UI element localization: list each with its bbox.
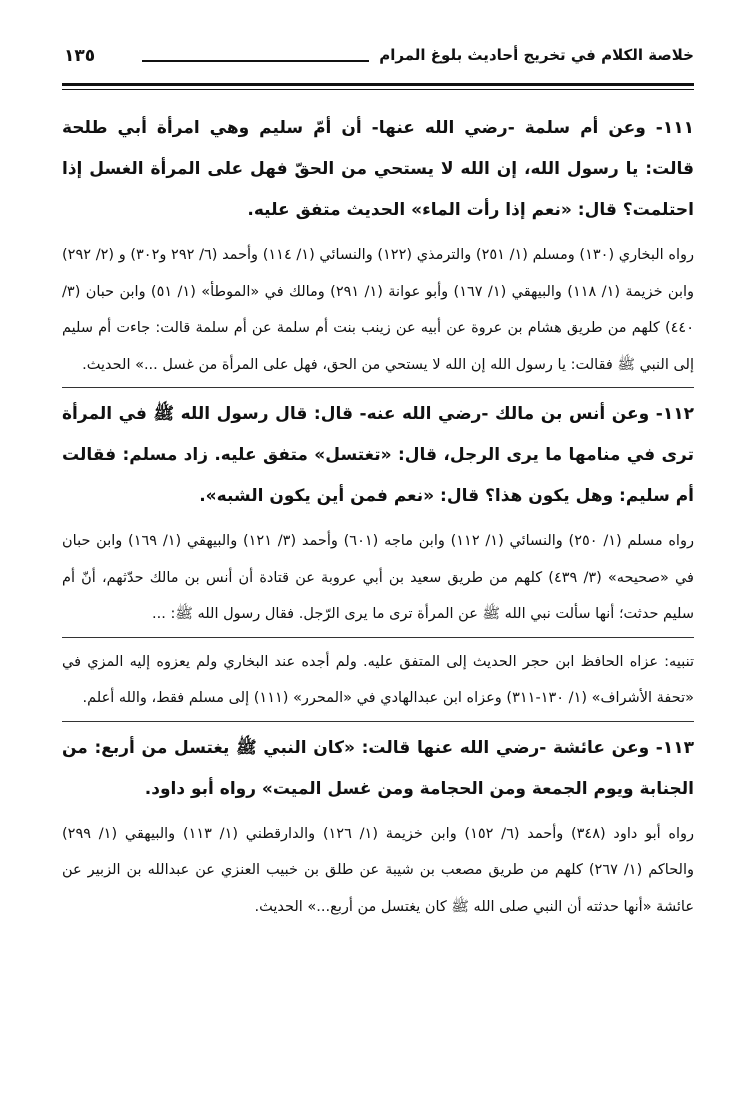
- takhrij-113: رواه أبو داود (٣٤٨) وأحمد (٦/ ١٥٢) وابن خزيمة (١/ ١٢٦) والدارقطني (١/ ١١٣) والبيهقي (١/ ٢٩٩) والحاكم (١/ ٢٦٧) كلهم من طريق مصعب بن شيبة عن طلق بن خبيب العنزي عن عبدالله بن الزبير عن عائشة «أنها حدثته أن النبي صلى الله ﷺ كان يغتسل من أربع...» الحديث.: [62, 825, 694, 915]
- page-number: ١٣٥: [64, 46, 96, 66]
- hadith-111: ١١١- وعن أم سلمة -رضي الله عنها- أن أمّ سليم وهي امرأة أبي طلحة قالت: يا رسول الله، إن الله لا يستحي من الحقّ فهل على المرأة الغسل إذا احتلمت؟ قال: «نعم إذا رأت الماء» الحديث متفق عليه.: [62, 118, 694, 220]
- running-title: خلاصة الكلام في تخريج أحاديث بلوغ المرام: [379, 46, 694, 64]
- page-body: [62, 108, 694, 935]
- hadith-113: ١١٣- وعن عائشة -رضي الله عنها قالت: «كان النبي ﷺ يغتسل من أربع: من الجنابة ويوم الجمعة ومن الحجامة ومن غسل الميت» رواه أبو داود.: [62, 737, 694, 799]
- header-rule: [142, 60, 369, 62]
- page-header: [62, 40, 694, 76]
- takhrij-112: رواه مسلم (١/ ٢٥٠) والنسائي (١/ ١١٢) وابن ماجه (٦٠١) وأحمد (٣/ ١٢١) والبيهقي (١/ ١٦٩) وابن حبان في «صحيحه» (٣/ ٤٣٩) كلهم من طريق سعيد بن أبي عروبة عن قتادة أن أنس بن مالك حدّثهم، أنّ أم سليم حدثت؛ أنها سألت نبي الله ﷺ عن المرأة ترى ما يرى الرّجل. فقال رسول الله ﷺ: ...: [62, 523, 694, 638]
- header-double-rule: [62, 83, 694, 90]
- takhrij-111: رواه البخاري (١٣٠) ومسلم (١/ ٢٥١) والترمذي (١٢٢) والنسائي (١/ ١١٤) وأحمد (٦/ ٢٩٢ و٣٠٢) و (٢/ ٢٩٢) وابن خزيمة (١/ ١١٨) والبيهقي (١/ ١٦٧) وأبو عوانة (١/ ٢٩١) ومالك في «الموطأ» (١/ ٥١) وابن حبان (٣/ ٤٤٠) كلهم من طريق هشام بن عروة عن أبيه عن زينب بنت أم سلمة عن أم سلمة قالت: جاءت أم سليم إلى النبي ﷺ فقالت: يا رسول الله إن الله لا يستحي من الحق، فهل على المرأة من غسل ...» الحديث.: [62, 237, 694, 388]
- hadith-112: ١١٢- وعن أنس بن مالك -رضي الله عنه- قال: قال رسول الله ﷺ في المرأة ترى في منامها ما يرى الرجل، قال: «تغتسل» متفق عليه. زاد مسلم: فقالت أم سليم: وهل يكون هذا؟ قال: «نعم فمن أين يكون الشبه».: [62, 404, 694, 506]
- tanbih-note: تنبيه: عزاه الحافظ ابن حجر الحديث إلى المتفق عليه. ولم أجده عند البخاري ولم يعزوه إليه المزي في «تحفة الأشراف» (١/ ١٣٠-٣١١) وعزاه ابن عبدالهادي في «المحرر» (١١١) إلى مسلم فقط، والله أعلم.: [62, 644, 694, 722]
